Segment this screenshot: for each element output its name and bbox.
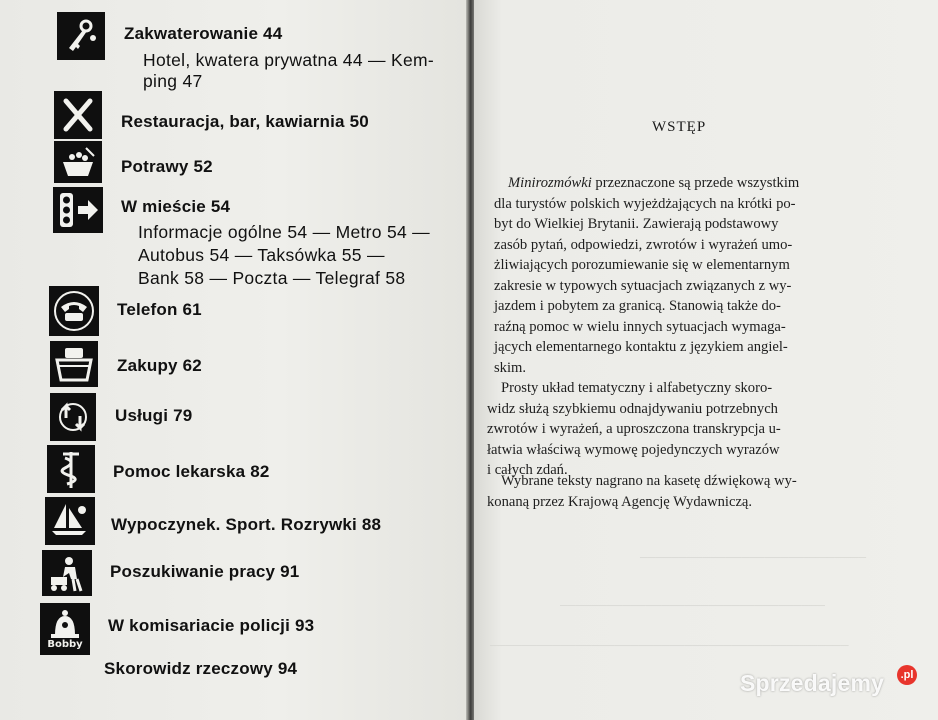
intro-line: żliwiających porozumiewanie się w elementarnym bbox=[494, 257, 790, 273]
intro-line-text: przeznaczone są przede wszystkim bbox=[591, 175, 800, 191]
intro-heading: WSTĘP bbox=[652, 119, 707, 135]
toc-sub: Autobus 54 — Taksówka 55 — bbox=[138, 245, 385, 265]
intro-line: byt do Wielkiej Brytanii. Zawierają podstawowy bbox=[494, 216, 779, 232]
toc-title: Poszukiwanie pracy 91 bbox=[110, 562, 300, 581]
bobby-helmet-icon bbox=[40, 603, 90, 655]
caduceus-icon-graphic bbox=[51, 448, 91, 490]
intro-paragraph-2 bbox=[487, 378, 781, 481]
intro-line: skim. bbox=[494, 359, 527, 376]
toc-title: Telefon 61 bbox=[117, 300, 202, 319]
intro-line: zasób pytań, odpowiedzi, zwrotów i wyrażeń umo- bbox=[494, 236, 793, 253]
show-through-text: ────────────────────────────────── bbox=[560, 600, 825, 612]
toc-title: Zakupy 62 bbox=[117, 356, 202, 375]
sailboat-icon bbox=[45, 497, 95, 545]
toc-title: Wypoczynek. Sport. Rozrywki 88 bbox=[111, 515, 382, 534]
toc-title: Skorowidz rzeczowy 94 bbox=[104, 659, 298, 678]
watermark-text: Sprzedajemy bbox=[740, 670, 885, 696]
toc-sub: ping 47 bbox=[143, 71, 203, 91]
worker-icon bbox=[42, 550, 92, 596]
intro-paragraph-1 bbox=[494, 173, 799, 378]
toc-sub: Informacje ogólne 54 — Metro 54 — bbox=[138, 222, 430, 242]
left-page bbox=[0, 0, 468, 720]
intro-line: jących elementarnego kontaktu z językiem angiel- bbox=[494, 339, 788, 355]
bobby-label: Bobby bbox=[47, 638, 83, 650]
watermark-badge: .pl bbox=[897, 665, 917, 685]
traffic-light-icon-graphic bbox=[56, 190, 100, 230]
toc-title: Pomoc lekarska 82 bbox=[113, 462, 270, 481]
sailboat-icon-graphic bbox=[48, 500, 92, 542]
intro-line: łatwia właściwą wymowę pojedynczych wyrazów bbox=[487, 441, 780, 458]
toc-title: Potrawy 52 bbox=[121, 157, 213, 176]
arrows-updown-icon bbox=[50, 393, 96, 441]
intro-line: Wybrane teksty nagrano na kasetę dźwiękową wy- bbox=[501, 473, 797, 489]
shopping-basket-icon-graphic bbox=[53, 344, 95, 384]
intro-line: widz służą szybkiemu odnajdywaniu potrzebnych bbox=[487, 400, 778, 417]
toc-title: Usługi 79 bbox=[115, 406, 193, 425]
intro-line: raźną pomoc w wielu innych sytuacjach wymaga- bbox=[494, 318, 786, 335]
intro-line: i całych zdań. bbox=[487, 462, 568, 478]
intro-line: zakresie w typowych sytuacjach związanych z wy- bbox=[494, 277, 792, 294]
caduceus-icon bbox=[47, 445, 95, 493]
food-bowl-icon bbox=[54, 141, 102, 183]
traffic-light-icon bbox=[53, 187, 103, 233]
worker-icon-graphic bbox=[45, 553, 89, 593]
fork-knife-icon-graphic bbox=[58, 95, 98, 135]
telephone-icon-graphic bbox=[52, 289, 96, 333]
show-through-text: ───────────────────────────── bbox=[640, 552, 867, 564]
intro-line: dla turystów polskich wyjeżdżających na krótki po- bbox=[494, 195, 796, 212]
toc-title: W komisariacie policji 93 bbox=[108, 616, 315, 635]
intro-line: zwrotów i wyrażeń, a uproszczona transkrypcja u- bbox=[487, 421, 781, 437]
food-bowl-icon-graphic bbox=[58, 144, 98, 180]
toc-title: Zakwaterowanie 44 bbox=[124, 24, 283, 43]
bobby-helmet-icon-graphic bbox=[47, 609, 83, 639]
arrows-updown-icon-graphic bbox=[53, 396, 93, 438]
key-hanger-icon bbox=[57, 12, 105, 60]
toc-sub: Hotel, kwatera prywatna 44 — Kem- bbox=[143, 50, 434, 70]
show-through-text: ────────────────────────────────────────────── bbox=[490, 640, 849, 652]
fork-knife-icon bbox=[54, 91, 102, 139]
intro-line: konaną przez Krajową Agencję Wydawniczą. bbox=[487, 493, 753, 510]
intro-line: Prosty układ tematyczny i alfabetyczny skoro- bbox=[501, 380, 773, 396]
key-hanger-icon-graphic bbox=[61, 16, 101, 56]
intro-line-text: Minirozmówki bbox=[508, 175, 592, 191]
intro-line bbox=[494, 173, 799, 194]
toc-title: Restauracja, bar, kawiarnia 50 bbox=[121, 112, 369, 131]
intro-paragraph-3 bbox=[487, 471, 797, 512]
telephone-icon bbox=[49, 286, 99, 336]
intro-line: jazdem i pobytem za granicą. Stanowią także do- bbox=[494, 298, 781, 314]
shopping-basket-icon bbox=[50, 341, 98, 387]
toc-sub: Bank 58 — Poczta — Telegraf 58 bbox=[138, 268, 406, 288]
toc-title: W mieście 54 bbox=[121, 197, 231, 216]
